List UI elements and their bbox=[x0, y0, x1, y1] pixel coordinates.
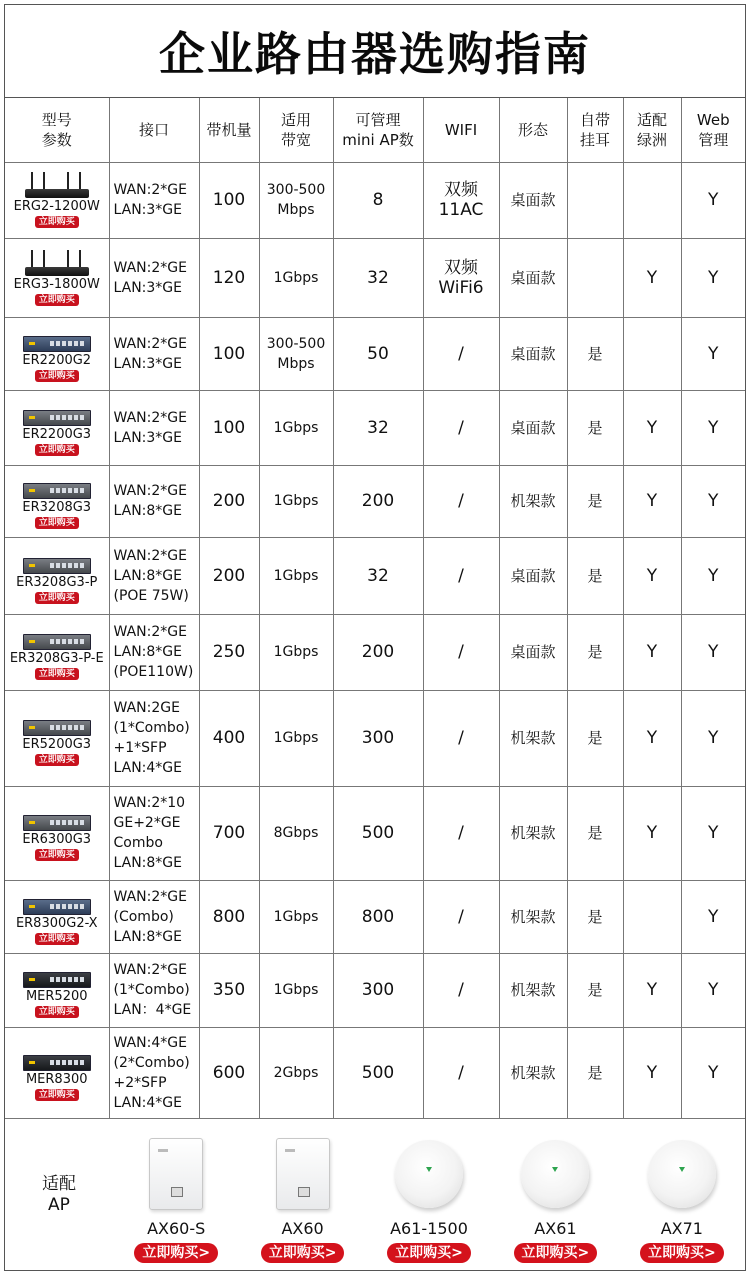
ears-cell: 是 bbox=[567, 1027, 623, 1118]
buy-now-button[interactable]: 立即购买 bbox=[35, 933, 79, 945]
panel-ap-image bbox=[276, 1138, 330, 1210]
ap-section-label: 适配 AP bbox=[42, 1173, 76, 1215]
form-cell: 机架款 bbox=[499, 786, 567, 880]
ports-cell bbox=[109, 953, 199, 1027]
web-cell: Y bbox=[681, 880, 745, 953]
buy-now-button[interactable]: 立即购买 bbox=[35, 444, 79, 456]
oasis-cell bbox=[623, 317, 681, 390]
ports-cell bbox=[109, 880, 199, 953]
wifi-cell: / bbox=[423, 880, 499, 953]
table-row bbox=[5, 162, 745, 238]
web-cell: Y bbox=[681, 390, 745, 465]
ports-cell bbox=[109, 238, 199, 317]
compatible-ap-section bbox=[5, 1119, 745, 1271]
rack-router-image bbox=[23, 558, 91, 574]
ap-buy-now-button[interactable]: 立即购买> bbox=[514, 1243, 598, 1263]
header-row bbox=[5, 98, 745, 162]
web-cell: Y bbox=[681, 238, 745, 317]
web-cell: Y bbox=[681, 465, 745, 537]
header-model: 型号 参数 bbox=[5, 98, 109, 162]
ports-cell bbox=[109, 465, 199, 537]
form-cell: 机架款 bbox=[499, 953, 567, 1027]
table-row bbox=[5, 880, 745, 953]
oasis-cell: Y bbox=[623, 465, 681, 537]
rack-router-image bbox=[23, 634, 91, 650]
port-line: LAN:3*GE bbox=[113, 355, 182, 372]
form-cell: 机架款 bbox=[499, 690, 567, 786]
model-cell[interactable] bbox=[5, 614, 109, 690]
model-cell[interactable] bbox=[5, 537, 109, 614]
ceiling-ap-image bbox=[648, 1140, 716, 1208]
wifi-cell: / bbox=[423, 690, 499, 786]
port-line: +2*SFP bbox=[113, 1074, 167, 1091]
model-cell[interactable] bbox=[5, 1027, 109, 1118]
rack-router-image bbox=[23, 1055, 91, 1071]
bandwidth-cell: 1Gbps bbox=[259, 690, 333, 786]
buy-now-button[interactable]: 立即购买 bbox=[35, 1089, 79, 1101]
table-row bbox=[5, 953, 745, 1027]
selection-guide bbox=[4, 4, 746, 1271]
buy-now-button[interactable]: 立即购买 bbox=[35, 1006, 79, 1018]
wifi-router-image bbox=[21, 172, 93, 198]
model-name: ER3208G3-P-E bbox=[9, 651, 104, 666]
model-name: ER2200G2 bbox=[22, 352, 92, 368]
oasis-cell: Y bbox=[623, 953, 681, 1027]
table-row bbox=[5, 317, 745, 390]
buy-now-button[interactable]: 立即购买 bbox=[35, 754, 79, 766]
capacity-cell: 250 bbox=[199, 614, 259, 690]
capacity-cell: 200 bbox=[199, 537, 259, 614]
capacity-cell: 200 bbox=[199, 465, 259, 537]
table-row bbox=[5, 465, 745, 537]
oasis-cell: Y bbox=[623, 537, 681, 614]
capacity-cell: 700 bbox=[199, 786, 259, 880]
model-name: ER8300G2-X bbox=[15, 915, 98, 931]
model-cell[interactable] bbox=[5, 238, 109, 317]
bandwidth-cell: 300-500 Mbps bbox=[259, 162, 333, 238]
port-line: (1*Combo) bbox=[113, 720, 190, 736]
ports-cell bbox=[109, 690, 199, 786]
port-line: WAN:2*GE bbox=[113, 547, 187, 564]
port-line: LAN:3*GE bbox=[113, 279, 182, 296]
port-line: WAN:2*GE bbox=[113, 335, 187, 352]
ap-name: AX71 bbox=[660, 1218, 703, 1238]
ap-buy-now-button[interactable]: 立即购买> bbox=[640, 1243, 724, 1263]
port-line: WAN:2*10 bbox=[113, 795, 186, 811]
bandwidth-cell: 1Gbps bbox=[259, 465, 333, 537]
wifi-cell: / bbox=[423, 390, 499, 465]
port-line: GE+2*GE bbox=[113, 815, 181, 831]
capacity-cell: 120 bbox=[199, 238, 259, 317]
table-row bbox=[5, 1027, 745, 1118]
oasis-cell: Y bbox=[623, 786, 681, 880]
model-name: ER5200G3 bbox=[22, 737, 92, 752]
ap-count-cell: 500 bbox=[333, 786, 423, 880]
ports-cell bbox=[109, 1027, 199, 1118]
header-wifi: WIFI bbox=[423, 98, 499, 162]
port-line: LAN:8*GE bbox=[113, 855, 182, 871]
buy-now-button[interactable]: 立即购买 bbox=[35, 370, 79, 382]
form-cell: 桌面款 bbox=[499, 317, 567, 390]
wifi-cell: / bbox=[423, 465, 499, 537]
wifi-cell: / bbox=[423, 953, 499, 1027]
port-line: LAN:3*GE bbox=[113, 429, 182, 446]
port-line: +1*SFP bbox=[113, 740, 167, 756]
port-line: WAN:2*GE bbox=[113, 409, 187, 426]
rack-router-image bbox=[23, 483, 91, 499]
rack-router-image bbox=[23, 899, 91, 915]
buy-now-button[interactable]: 立即购买 bbox=[35, 294, 79, 306]
bandwidth-cell: 1Gbps bbox=[259, 537, 333, 614]
wifi-router-image bbox=[21, 250, 93, 276]
oasis-cell bbox=[623, 880, 681, 953]
oasis-cell: Y bbox=[623, 614, 681, 690]
model-cell[interactable] bbox=[5, 786, 109, 880]
header-ears: 自带 挂耳 bbox=[567, 98, 623, 162]
buy-now-button[interactable]: 立即购买 bbox=[35, 849, 79, 861]
bandwidth-cell: 2Gbps bbox=[259, 1027, 333, 1118]
bandwidth-cell: 1Gbps bbox=[259, 614, 333, 690]
web-cell: Y bbox=[681, 537, 745, 614]
header-bandwidth: 适用 带宽 bbox=[259, 98, 333, 162]
table-row bbox=[5, 614, 745, 690]
page-title: 企业路由器选购指南 bbox=[5, 5, 745, 98]
bandwidth-cell: 300-500 Mbps bbox=[259, 317, 333, 390]
ears-cell: 是 bbox=[567, 390, 623, 465]
ceiling-ap-image bbox=[395, 1140, 463, 1208]
port-line: WAN:4*GE bbox=[113, 1034, 187, 1051]
form-cell: 机架款 bbox=[499, 880, 567, 953]
port-line: WAN:2*GE bbox=[113, 182, 187, 198]
rack-router-image bbox=[23, 815, 91, 831]
oasis-cell: Y bbox=[623, 690, 681, 786]
bandwidth-cell: 8Gbps bbox=[259, 786, 333, 880]
model-name: ER2200G3 bbox=[22, 426, 92, 442]
model-cell[interactable] bbox=[5, 390, 109, 465]
ports-cell bbox=[109, 614, 199, 690]
ap-count-cell: 50 bbox=[333, 317, 423, 390]
model-cell[interactable] bbox=[5, 880, 109, 953]
table-row bbox=[5, 390, 745, 465]
ports-cell bbox=[109, 537, 199, 614]
ears-cell: 是 bbox=[567, 317, 623, 390]
ap-name: AX60-S bbox=[147, 1218, 206, 1238]
web-cell: Y bbox=[681, 953, 745, 1027]
port-line: LAN:4*GE bbox=[113, 1094, 182, 1111]
form-cell: 机架款 bbox=[499, 1027, 567, 1118]
port-line: WAN:2*GE bbox=[113, 483, 187, 499]
bandwidth-cell: 1Gbps bbox=[259, 880, 333, 953]
wifi-cell: 双频 11AC bbox=[423, 162, 499, 238]
port-line: WAN:2*GE bbox=[113, 624, 187, 640]
wifi-cell: / bbox=[423, 537, 499, 614]
ports-cell bbox=[109, 390, 199, 465]
model-name: ER3208G3 bbox=[22, 500, 92, 515]
ap-count-cell: 32 bbox=[333, 390, 423, 465]
ap-count-cell: 8 bbox=[333, 162, 423, 238]
port-line: LAN:8*GE bbox=[113, 928, 182, 945]
ears-cell: 是 bbox=[567, 537, 623, 614]
port-line: LAN:8*GE bbox=[113, 567, 182, 584]
model-cell[interactable] bbox=[5, 317, 109, 390]
ports-cell bbox=[109, 317, 199, 390]
wifi-cell: / bbox=[423, 1027, 499, 1118]
ap-product[interactable] bbox=[366, 1119, 492, 1271]
port-line: (POE110W) bbox=[113, 664, 194, 680]
header-capacity: 带机量 bbox=[199, 98, 259, 162]
capacity-cell: 350 bbox=[199, 953, 259, 1027]
ears-cell bbox=[567, 162, 623, 238]
bandwidth-cell: 1Gbps bbox=[259, 238, 333, 317]
capacity-cell: 600 bbox=[199, 1027, 259, 1118]
capacity-cell: 800 bbox=[199, 880, 259, 953]
web-cell: Y bbox=[681, 690, 745, 786]
rack-router-image bbox=[23, 336, 91, 352]
ears-cell: 是 bbox=[567, 465, 623, 537]
header-oasis: 适配 绿洲 bbox=[623, 98, 681, 162]
header-ap-count: 可管理 mini AP数 bbox=[333, 98, 423, 162]
model-cell[interactable] bbox=[5, 465, 109, 537]
port-line: LAN：4*GE bbox=[113, 1002, 192, 1018]
form-cell: 桌面款 bbox=[499, 238, 567, 317]
ears-cell: 是 bbox=[567, 786, 623, 880]
ap-product[interactable] bbox=[619, 1119, 745, 1271]
capacity-cell: 400 bbox=[199, 690, 259, 786]
buy-now-button[interactable]: 立即购买 bbox=[35, 668, 79, 680]
port-line: Combo bbox=[113, 835, 163, 851]
model-name: MER8300 bbox=[25, 1071, 88, 1087]
port-line: LAN:3*GE bbox=[113, 202, 182, 218]
ap-count-cell: 32 bbox=[333, 537, 423, 614]
table-row bbox=[5, 537, 745, 614]
model-name: ER6300G3 bbox=[22, 832, 92, 847]
buy-now-button[interactable]: 立即购买 bbox=[35, 216, 79, 228]
oasis-cell: Y bbox=[623, 390, 681, 465]
wifi-cell: / bbox=[423, 317, 499, 390]
port-line: WAN:2*GE bbox=[113, 888, 187, 905]
rack-router-image bbox=[23, 410, 91, 426]
port-line: LAN:8*GE bbox=[113, 644, 182, 660]
form-cell: 桌面款 bbox=[499, 614, 567, 690]
ports-cell bbox=[109, 162, 199, 238]
web-cell: Y bbox=[681, 317, 745, 390]
ap-name: AX60 bbox=[281, 1218, 324, 1238]
ap-product[interactable] bbox=[492, 1119, 618, 1271]
model-cell[interactable] bbox=[5, 953, 109, 1027]
ap-product[interactable] bbox=[113, 1119, 239, 1271]
ap-count-cell: 500 bbox=[333, 1027, 423, 1118]
table-row bbox=[5, 238, 745, 317]
header-form: 形态 bbox=[499, 98, 567, 162]
ears-cell bbox=[567, 238, 623, 317]
web-cell: Y bbox=[681, 1027, 745, 1118]
ceiling-ap-image bbox=[521, 1140, 589, 1208]
model-cell[interactable] bbox=[5, 690, 109, 786]
rack-router-image bbox=[23, 720, 91, 736]
ears-cell: 是 bbox=[567, 614, 623, 690]
header-ports: 接口 bbox=[109, 98, 199, 162]
form-cell: 桌面款 bbox=[499, 162, 567, 238]
ap-name: A61-1500 bbox=[390, 1218, 468, 1238]
port-line: WAN:2GE bbox=[113, 700, 180, 716]
port-line: (POE 75W) bbox=[113, 587, 189, 604]
port-line: WAN:2*GE bbox=[113, 962, 187, 978]
rack-router-image bbox=[23, 972, 91, 988]
form-cell: 桌面款 bbox=[499, 537, 567, 614]
capacity-cell: 100 bbox=[199, 162, 259, 238]
capacity-cell: 100 bbox=[199, 317, 259, 390]
model-name: MER5200 bbox=[25, 989, 88, 1004]
form-cell: 桌面款 bbox=[499, 390, 567, 465]
model-name: ERG3-1800W bbox=[13, 276, 100, 292]
table-row bbox=[5, 690, 745, 786]
ap-product[interactable] bbox=[239, 1119, 365, 1271]
oasis-cell: Y bbox=[623, 238, 681, 317]
header-web: Web 管理 bbox=[681, 98, 745, 162]
port-line: (Combo) bbox=[113, 908, 174, 925]
wifi-cell: 双频 WiFi6 bbox=[423, 238, 499, 317]
ports-cell bbox=[109, 786, 199, 880]
ap-name: AX61 bbox=[534, 1218, 577, 1238]
bandwidth-cell: 1Gbps bbox=[259, 953, 333, 1027]
port-line: (1*Combo) bbox=[113, 982, 190, 998]
ap-count-cell: 32 bbox=[333, 238, 423, 317]
oasis-cell bbox=[623, 162, 681, 238]
ears-cell: 是 bbox=[567, 880, 623, 953]
bandwidth-cell: 1Gbps bbox=[259, 390, 333, 465]
ap-buy-now-button[interactable]: 立即购买> bbox=[261, 1243, 345, 1263]
ap-buy-now-button[interactable]: 立即购买> bbox=[134, 1243, 218, 1263]
buy-now-button[interactable]: 立即购买 bbox=[35, 517, 79, 529]
web-cell: Y bbox=[681, 786, 745, 880]
form-cell: 机架款 bbox=[499, 465, 567, 537]
model-cell[interactable] bbox=[5, 162, 109, 238]
ap-count-cell: 200 bbox=[333, 465, 423, 537]
port-line: LAN:8*GE bbox=[113, 503, 182, 519]
ap-count-cell: 300 bbox=[333, 953, 423, 1027]
wifi-cell: / bbox=[423, 614, 499, 690]
port-line: (2*Combo) bbox=[113, 1054, 190, 1071]
ap-count-cell: 800 bbox=[333, 880, 423, 953]
table-row bbox=[5, 786, 745, 880]
buy-now-button[interactable]: 立即购买 bbox=[35, 592, 79, 604]
capacity-cell: 100 bbox=[199, 390, 259, 465]
ears-cell: 是 bbox=[567, 690, 623, 786]
model-name: ERG2-1200W bbox=[13, 199, 100, 214]
comparison-table bbox=[5, 98, 745, 1119]
ears-cell: 是 bbox=[567, 953, 623, 1027]
ap-count-cell: 300 bbox=[333, 690, 423, 786]
oasis-cell: Y bbox=[623, 1027, 681, 1118]
port-line: LAN:4*GE bbox=[113, 760, 182, 776]
port-line: WAN:2*GE bbox=[113, 259, 187, 276]
ap-buy-now-button[interactable]: 立即购买> bbox=[387, 1243, 471, 1263]
panel-ap-image bbox=[149, 1138, 203, 1210]
ap-count-cell: 200 bbox=[333, 614, 423, 690]
web-cell: Y bbox=[681, 614, 745, 690]
model-name: ER3208G3-P bbox=[16, 574, 98, 590]
web-cell: Y bbox=[681, 162, 745, 238]
wifi-cell: / bbox=[423, 786, 499, 880]
